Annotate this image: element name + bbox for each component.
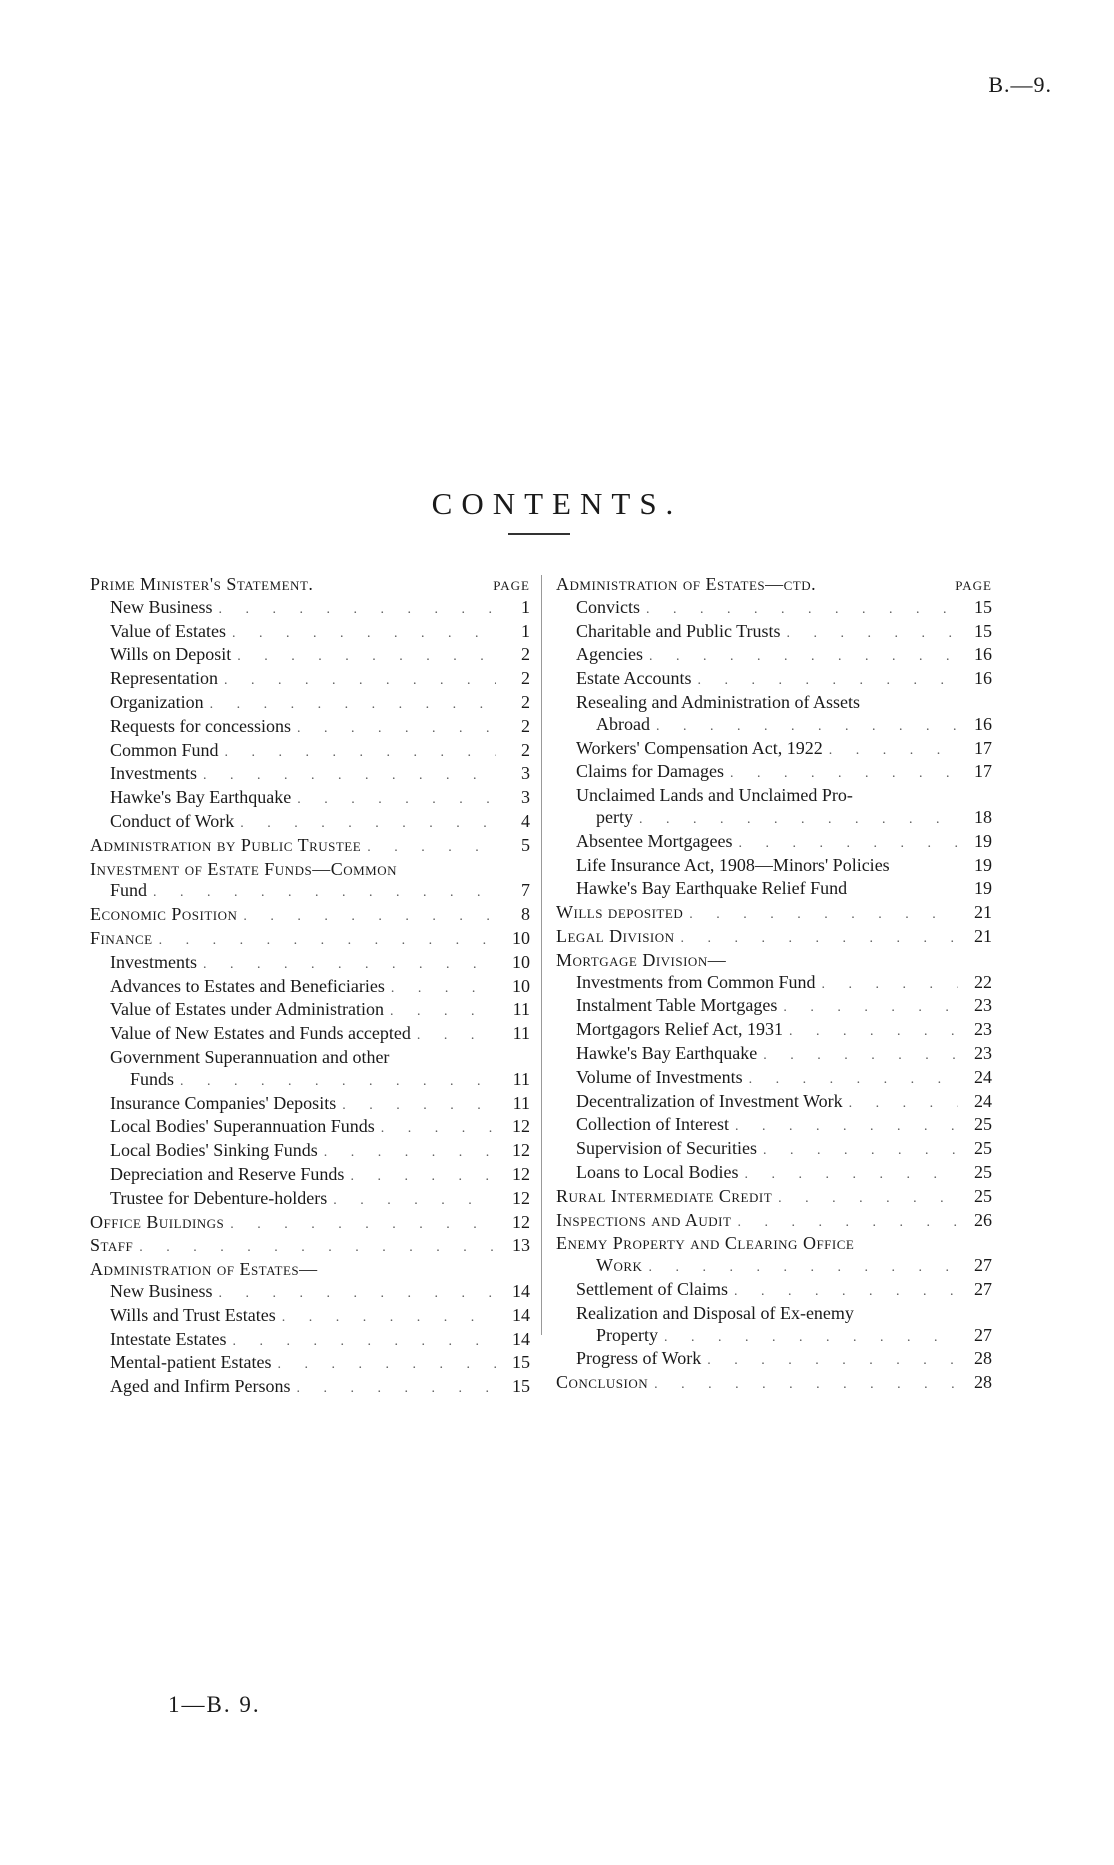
contents-entry [556,1043,992,1067]
leader-dots [783,997,958,1019]
entry-label: Investments [110,951,197,972]
contents-entry [90,1281,530,1305]
entry-label: Depreciation and Reserve Funds [110,1163,345,1184]
contents-entry [90,1352,530,1376]
section-heading: Prime Minister's Statement. [90,574,314,594]
contents-entry: Enemy Property and Clearing Office [556,1233,855,1254]
entry-label: Mental-patient Estates [110,1352,272,1373]
contents-entry [90,1069,530,1093]
contents-entry [90,1093,530,1117]
entry-page-number: 21 [974,925,992,946]
entry-page-number: 11 [512,1023,530,1044]
leader-dots [297,789,496,811]
entry-label: Agencies [576,644,643,665]
leader-dots [749,1069,958,1091]
entry-label: Investments from Common Fund [576,971,816,992]
contents-entry [556,621,992,645]
leader-dots [153,882,496,904]
leader-dots [735,1116,958,1138]
entry-label: Representation [110,668,218,689]
contents-entry: Investment of Estate Funds—Common [90,858,397,879]
leader-dots [230,1214,496,1236]
contents-entry [556,1019,992,1043]
column-divider [541,575,542,1335]
leader-dots [210,694,496,716]
entry-label: Local Bodies' Superannuation Funds [110,1116,375,1137]
contents-entry: Resealing and Administration of Assets [576,691,860,712]
entry-label: Inspections and Audit [556,1209,732,1230]
entry-label: Workers' Compensation Act, 1922 [576,737,823,758]
entry-page-number: 27 [974,1278,992,1299]
contents-entry [90,644,530,668]
contents-entry [556,1186,992,1210]
entry-page-number: 14 [512,1280,530,1301]
contents-entry [556,995,992,1019]
entry-page-number: 5 [521,834,530,855]
contents-entry [90,1164,530,1188]
contents-entry [90,1329,530,1353]
entry-label: Fund [110,880,148,901]
contents-entry [556,738,992,762]
entry-page-number: 12 [512,1116,530,1137]
entry-page-number: 19 [974,854,992,875]
entry-label: Decentralization of Investment Work [576,1090,843,1111]
leader-dots [787,623,958,645]
leader-dots [734,1281,958,1303]
entry-page-number: 16 [974,644,992,665]
leader-dots [333,1190,496,1212]
entry-page-number: 26 [974,1209,992,1230]
entry-label: Common Fund [110,739,219,760]
entry-label: Conclusion [556,1372,649,1393]
entry-label: perty [596,806,633,827]
contents-entry [556,831,992,855]
contents-entry [556,1279,992,1303]
entry-page-number: 10 [512,951,530,972]
contents-entry [90,928,530,952]
contents-entry [90,1140,530,1164]
contents-entry [556,1372,992,1396]
entry-page-number: 11 [512,999,530,1020]
entry-page-number: 23 [974,995,992,1016]
entry-page-number: 11 [512,1092,530,1113]
leader-dots [707,1350,958,1372]
leader-dots [203,954,496,976]
entry-label: Abroad [596,713,650,734]
entry-page-number: 15 [512,1352,530,1373]
entry-label: Funds [130,1068,175,1089]
entry-page-number: 15 [974,620,992,641]
leader-dots [381,1118,496,1140]
entry-label: Organization [110,691,204,712]
entry-label: Convicts [576,596,641,617]
entry-label: Wills deposited [556,902,684,923]
entry-label: Hawke's Bay Earthquake [576,1042,758,1063]
entry-label: Charitable and Public Trusts [576,620,781,641]
contents-list [90,597,530,1400]
entry-page-number: 1 [521,620,530,641]
leader-dots [737,1212,958,1234]
leader-dots [829,740,958,762]
entry-page-number: 14 [512,1328,530,1349]
entry-page-number: 4 [521,810,530,831]
contents-entry [90,999,530,1023]
contents-entry [556,1325,992,1349]
contents-entry [90,1212,530,1236]
entry-page-number: 27 [974,1255,992,1276]
contents-entry [556,761,992,785]
leader-dots [225,742,496,764]
contents-entry [90,952,530,976]
contents-entry [90,763,530,787]
entry-page-number: 8 [521,904,530,925]
entry-page-number: 15 [512,1376,530,1397]
entry-page-number: 17 [974,737,992,758]
entry-page-number: 28 [974,1372,992,1393]
contents-entry [556,1138,992,1162]
entry-page-number: 2 [521,644,530,665]
entry-label: Conduct of Work [110,810,235,831]
leader-dots [390,1001,496,1023]
entry-page-number: 13 [512,1235,530,1256]
entry-page-number: 15 [974,596,992,617]
entry-label: Legal Division [556,925,675,946]
entry-label: Absentee Mortgagees [576,830,733,851]
entry-label: Mortgagors Relief Act, 1931 [576,1019,783,1040]
column-heading-row [90,574,530,597]
entry-label: Property [596,1324,658,1345]
entry-page-number: 3 [521,787,530,808]
leader-dots [639,809,958,831]
contents-entry [556,1067,992,1091]
contents-entry [90,621,530,645]
contents-entry [556,1210,992,1234]
contents-entry [90,880,530,904]
entry-page-number: 25 [974,1138,992,1159]
section-heading: Administration of Estates—ctd. [556,574,817,594]
contents-entry [556,972,992,996]
contents-entry [90,787,530,811]
entry-label: Economic Position [90,904,238,925]
entry-label: Intestate Estates [110,1328,227,1349]
contents-entry: Unclaimed Lands and Unclaimed Pro- [576,785,853,806]
leader-dots [224,670,496,692]
leader-dots [648,1257,958,1279]
contents-entry: Realization and Disposal of Ex-enemy [576,1302,854,1323]
leader-dots [203,765,496,787]
leader-dots [180,1071,496,1093]
page-column-header: PAGE [493,578,530,593]
leader-dots [730,763,958,785]
contents-entry [90,1116,530,1140]
entry-page-number: 10 [512,975,530,996]
entry-label: Value of New Estates and Funds accepted [110,1023,411,1044]
leader-dots [646,599,958,621]
entry-label: Investments [110,763,197,784]
entry-page-number: 1 [521,596,530,617]
entry-label: Office Buildings [90,1211,225,1232]
contents-entry [556,1255,992,1279]
leader-dots [159,930,496,952]
entry-label: Progress of Work [576,1348,702,1369]
leader-dots [849,1093,958,1115]
entry-page-number: 25 [974,1185,992,1206]
leader-dots [778,1188,958,1210]
contents-entry [90,1235,530,1259]
leader-dots [649,646,958,668]
entry-page-number: 17 [974,761,992,782]
entry-label: Hawke's Bay Earthquake Relief Fund [576,878,848,899]
leader-dots [282,1307,496,1329]
entry-label: New Business [110,1280,213,1301]
contents-column-left [90,574,530,1400]
contents-entry [90,976,530,1000]
entry-label: Life Insurance Act, 1908—Minors' Policies [576,854,890,875]
entry-page-number: 2 [521,739,530,760]
entry-label: Claims for Damages [576,761,724,782]
page-reference: B.—9. [988,72,1052,97]
entry-page-number: 2 [521,668,530,689]
leader-dots [297,718,496,740]
contents-entry [556,1162,992,1186]
leader-dots [763,1045,958,1067]
entry-page-number: 7 [521,880,530,901]
entry-page-number: 3 [521,763,530,784]
leader-dots [417,1025,496,1047]
entry-page-number: 22 [974,971,992,992]
entry-label: Finance [90,927,153,948]
entry-label: Rural Intermediate Credit [556,1185,773,1206]
contents-entry [90,740,530,764]
contents-entry [90,597,530,621]
contents-entry [90,668,530,692]
entry-label: Work [596,1255,643,1276]
page-title: CONTENTS. [431,485,683,521]
entry-label: Estate Accounts [576,668,692,689]
contents-entry [556,1114,992,1138]
entry-label: Wills and Trust Estates [110,1304,276,1325]
contents-entry [90,904,530,928]
leader-dots [697,670,958,692]
entry-page-number: 12 [512,1187,530,1208]
leader-dots [240,813,496,835]
entry-page-number: 19 [974,878,992,899]
leader-dots [744,1164,958,1186]
contents-entry [90,1188,530,1212]
contents-entry [556,597,992,621]
leader-dots [656,716,958,738]
page-footer: 1—B. 9. [168,1692,261,1717]
leader-dots [342,1095,496,1117]
leader-dots [139,1237,496,1259]
entry-label: Administration by Public Trustee [90,834,362,855]
leader-dots [763,1140,958,1162]
entry-page-number: 12 [512,1140,530,1161]
leader-dots [232,623,496,645]
contents-entry [90,1376,530,1400]
leader-dots [219,1283,497,1305]
entry-label: Loans to Local Bodies [576,1161,739,1182]
contents-entry [556,1091,992,1115]
entry-label: Volume of Investments [576,1066,743,1087]
contents-entry [556,902,992,926]
contents-entry [556,714,992,738]
entry-label: Aged and Infirm Persons [110,1376,291,1397]
leader-dots [243,906,496,928]
leader-dots [277,1354,496,1376]
entry-page-number: 24 [974,1066,992,1087]
contents-entry [90,811,530,835]
contents-entry [556,1348,992,1372]
contents-entry [556,878,992,902]
entry-label: Advances to Estates and Beneficiaries [110,975,385,996]
leader-dots [232,1331,496,1353]
contents-entry [90,835,530,859]
leader-dots [324,1142,496,1164]
entry-page-number: 2 [521,715,530,736]
entry-page-number: 12 [512,1163,530,1184]
entry-page-number: 11 [512,1068,530,1089]
entry-label: Value of Estates under Administration [110,999,384,1020]
entry-page-number: 21 [974,902,992,923]
leader-dots [654,1374,958,1396]
title-rule [508,533,570,535]
entry-label: Insurance Companies' Deposits [110,1092,337,1113]
contents-entry [556,855,992,879]
contents-entry [556,668,992,692]
contents-entry [90,1305,530,1329]
leader-dots [219,599,497,621]
entry-label: Trustee for Debenture-holders [110,1187,328,1208]
leader-dots [391,978,496,1000]
entry-label: Wills on Deposit [110,644,232,665]
leader-dots [296,1378,496,1400]
entry-label: Settlement of Claims [576,1278,728,1299]
contents-entry [556,807,992,831]
leader-dots [738,833,958,855]
column-heading-row [556,574,992,597]
entry-page-number: 2 [521,691,530,712]
contents-entry [556,926,992,950]
entry-label: Value of Estates [110,620,226,641]
entry-page-number: 18 [974,806,992,827]
entry-label: Local Bodies' Sinking Funds [110,1140,318,1161]
entry-page-number: 19 [974,830,992,851]
entry-page-number: 25 [974,1114,992,1135]
contents-entry: Government Superannuation and other [110,1046,390,1067]
entry-page-number: 24 [974,1090,992,1111]
entry-label: New Business [110,596,213,617]
entry-page-number: 28 [974,1348,992,1369]
leader-dots [822,974,959,996]
leader-dots [237,646,496,668]
contents-entry [556,644,992,668]
entry-page-number: 14 [512,1304,530,1325]
entry-page-number: 16 [974,713,992,734]
entry-page-number: 10 [512,927,530,948]
contents-entry: Mortgage Division— [556,949,727,970]
entry-page-number: 12 [512,1211,530,1232]
entry-page-number: 25 [974,1161,992,1182]
leader-dots [664,1327,958,1349]
leader-dots [367,837,496,859]
leader-dots [689,904,958,926]
entry-label: Supervision of Securities [576,1138,757,1159]
leader-dots [681,928,958,950]
leader-dots [789,1021,958,1043]
entry-page-number: 23 [974,1042,992,1063]
entry-page-number: 27 [974,1324,992,1345]
contents-entry: Administration of Estates— [90,1259,318,1280]
leader-dots [350,1166,496,1188]
contents-entry [90,692,530,716]
entry-label: Collection of Interest [576,1114,729,1135]
contents-entry [90,1023,530,1047]
entry-page-number: 16 [974,668,992,689]
entry-label: Hawke's Bay Earthquake [110,787,292,808]
entry-page-number: 23 [974,1019,992,1040]
entry-label: Staff [90,1235,134,1256]
entry-label: Requests for concessions [110,715,291,736]
entry-label: Instalment Table Mortgages [576,995,778,1016]
page-column-header: PAGE [955,578,992,593]
contents-list [556,597,992,1396]
contents-entry [90,716,530,740]
contents-column-right [556,574,992,1396]
